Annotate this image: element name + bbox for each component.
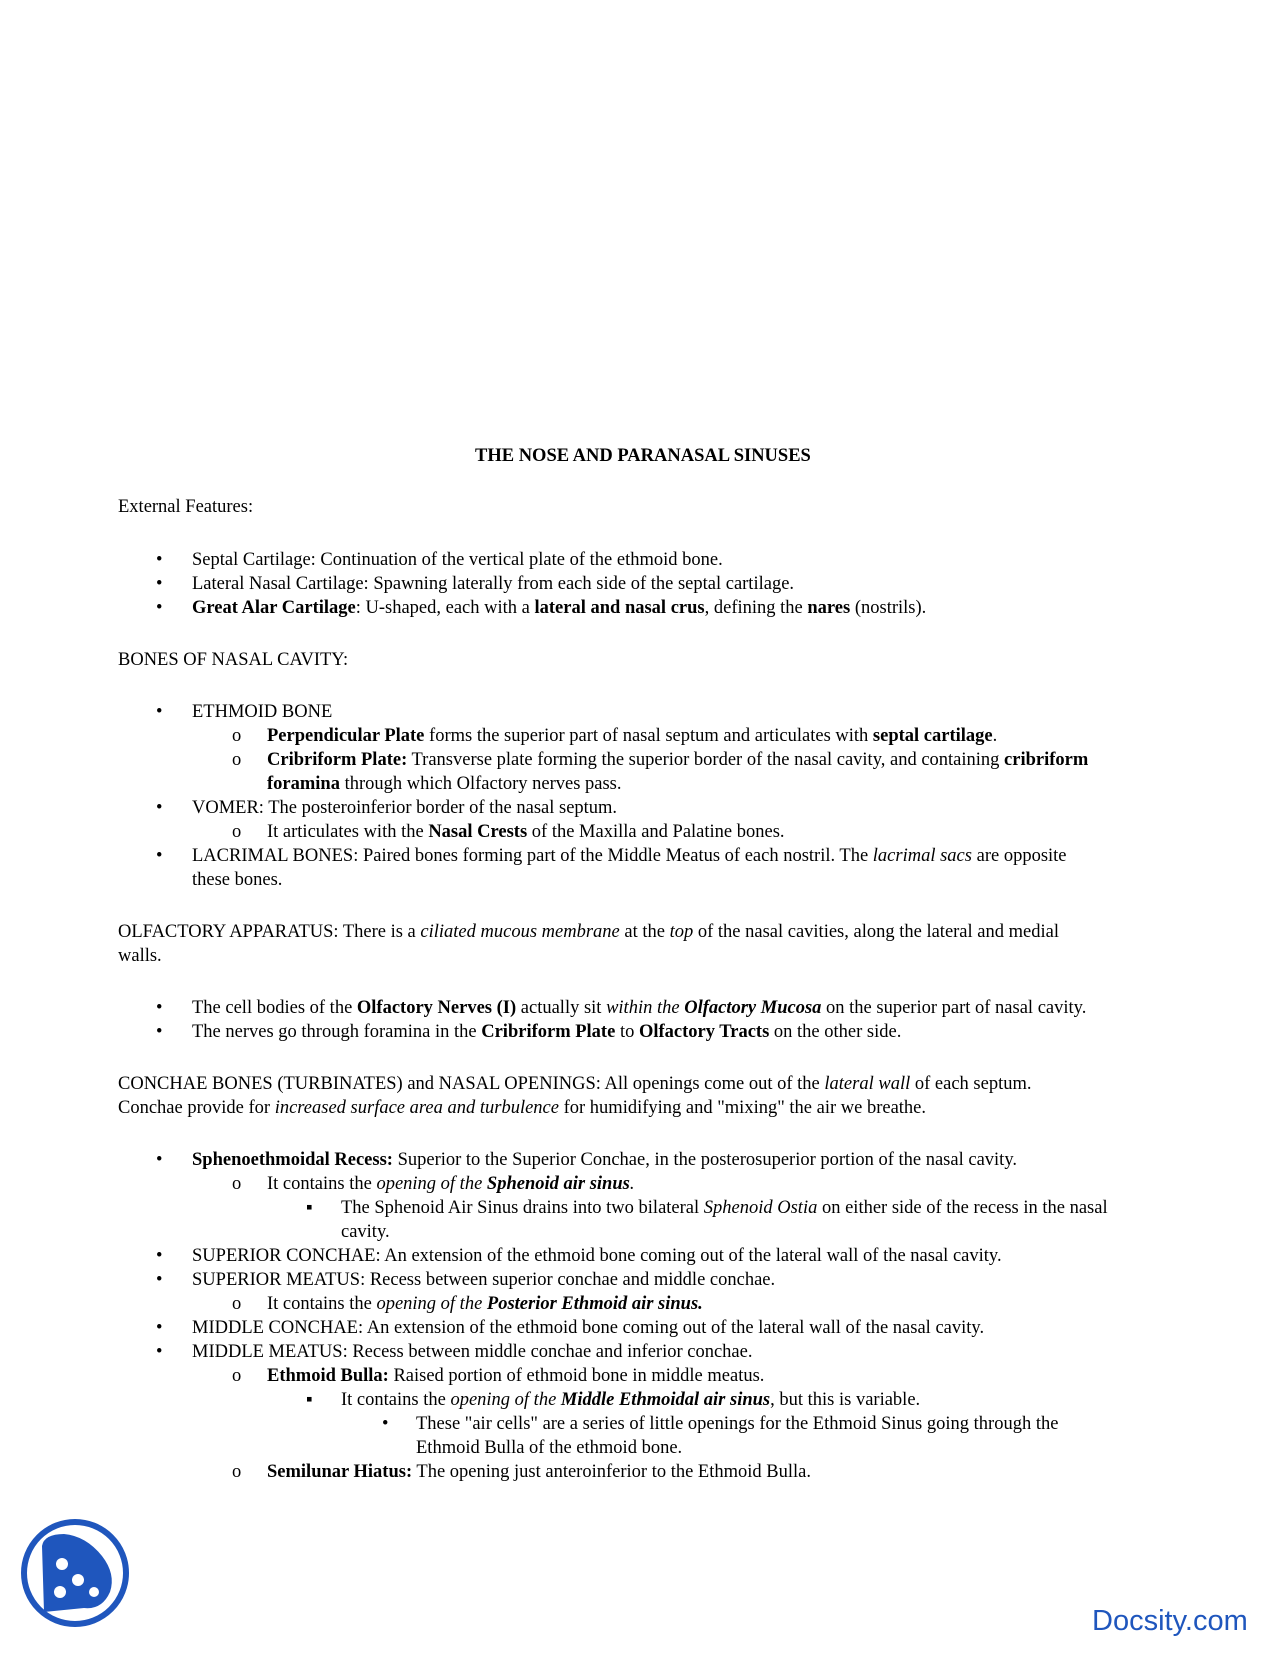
list-item: Septal Cartilage: Continuation of the vertical plate of the ethmoid bone. xyxy=(192,550,723,570)
list-item-continuation: these bones. xyxy=(192,870,283,890)
list-item: SUPERIOR MEATUS: Recess between superior conchae and middle conchae. xyxy=(192,1270,776,1290)
list-item: Cribriform Plate: Transverse plate forming the superior border of the nasal cavity, and containing cribriform xyxy=(267,750,1089,770)
list-item: ETHMOID BONE xyxy=(192,702,333,722)
list-item-continuation: cavity. xyxy=(341,1222,390,1242)
list-item: Lateral Nasal Cartilage: Spawning laterally from each side of the septal cartilage. xyxy=(192,574,795,594)
bullet-disc: • xyxy=(156,1022,163,1042)
document-title: THE NOSE AND PARANASAL SINUSES xyxy=(475,446,811,466)
bones-heading: BONES OF NASAL CAVITY: xyxy=(118,650,349,670)
list-item: These "air cells" are a series of little openings for the Ethmoid Sinus going through the xyxy=(416,1414,1059,1434)
bullet-circle: o xyxy=(232,1294,242,1314)
list-item: Great Alar Cartilage: U-shaped, each with a lateral and nasal crus, defining the nares (nostrils). xyxy=(192,598,927,618)
bullet-circle: o xyxy=(232,1174,242,1194)
list-item: VOMER: The posteroinferior border of the nasal septum. xyxy=(192,798,618,818)
bullet-disc: • xyxy=(156,1150,163,1170)
list-item: Perpendicular Plate forms the superior part of nasal septum and articulates with septal cartilage. xyxy=(267,726,998,746)
bullet-circle: o xyxy=(232,1462,242,1482)
docsity-logo-icon[interactable] xyxy=(20,1518,130,1628)
list-item: It contains the opening of the Middle Ethmoidal air sinus, but this is variable. xyxy=(341,1390,921,1410)
bullet-disc: • xyxy=(156,1270,163,1290)
bullet-circle: o xyxy=(232,822,242,842)
list-item: The Sphenoid Air Sinus drains into two bilateral Sphenoid Ostia on either side of the recess in the nasal xyxy=(341,1198,1108,1218)
bullet-disc: • xyxy=(156,1318,163,1338)
list-item: Ethmoid Bulla: Raised portion of ethmoid bone in middle meatus. xyxy=(267,1366,765,1386)
bullet-disc: • xyxy=(156,574,163,594)
bullet-disc: • xyxy=(156,798,163,818)
list-item-continuation: Ethmoid Bulla of the ethmoid bone. xyxy=(416,1438,683,1458)
list-item: Semilunar Hiatus: The opening just anteroinferior to the Ethmoid Bulla. xyxy=(267,1462,811,1482)
bullet-disc: • xyxy=(156,998,163,1018)
list-item: The cell bodies of the Olfactory Nerves (I) actually sit within the Olfactory Mucosa on the superior part of nasal cavity. xyxy=(192,998,1087,1018)
bullet-circle: o xyxy=(232,750,242,770)
bullet-square: ▪ xyxy=(306,1198,313,1218)
list-item: It articulates with the Nasal Crests of the Maxilla and Palatine bones. xyxy=(267,822,785,842)
external-features-heading: External Features: xyxy=(118,497,254,517)
bullet-square: ▪ xyxy=(306,1390,313,1410)
olfactory-paragraph-continuation: walls. xyxy=(118,946,162,966)
bullet-disc: • xyxy=(156,846,163,866)
conchae-paragraph-continuation: Conchae provide for increased surface area and turbulence for humidifying and "mixing" the air we breathe. xyxy=(118,1098,927,1118)
bullet-disc: • xyxy=(156,1246,163,1266)
list-item: MIDDLE CONCHAE: An extension of the ethmoid bone coming out of the lateral wall of the nasal cavity. xyxy=(192,1318,985,1338)
bullet-disc: • xyxy=(156,598,163,618)
list-item-continuation: foramina through which Olfactory nerves pass. xyxy=(267,774,622,794)
bullet-circle: o xyxy=(232,1366,242,1386)
conchae-paragraph: CONCHAE BONES (TURBINATES) and NASAL OPENINGS: All openings come out of the lateral wall of each septum. xyxy=(118,1074,1032,1094)
olfactory-paragraph: OLFACTORY APPARATUS: There is a ciliated mucous membrane at the top of the nasal cavities, along the lateral and medial xyxy=(118,922,1059,942)
bullet-disc: • xyxy=(382,1414,389,1434)
bullet-disc: • xyxy=(156,550,163,570)
docsity-brand-link[interactable]: Docsity.com xyxy=(1092,1605,1248,1637)
list-item: LACRIMAL BONES: Paired bones forming part of the Middle Meatus of each nostril. The lacrimal sacs are opposite xyxy=(192,846,1067,866)
bullet-disc: • xyxy=(156,1342,163,1362)
list-item: It contains the opening of the Posterior Ethmoid air sinus. xyxy=(267,1294,703,1314)
list-item: Sphenoethmoidal Recess: Superior to the Superior Conchae, in the posterosuperior portion of the nasal cavity. xyxy=(192,1150,1017,1170)
list-item: SUPERIOR CONCHAE: An extension of the ethmoid bone coming out of the lateral wall of the nasal cavity. xyxy=(192,1246,1002,1266)
bullet-disc: • xyxy=(156,702,163,722)
bullet-circle: o xyxy=(232,726,242,746)
list-item: The nerves go through foramina in the Cribriform Plate to Olfactory Tracts on the other side. xyxy=(192,1022,902,1042)
list-item: MIDDLE MEATUS: Recess between middle conchae and inferior conchae. xyxy=(192,1342,753,1362)
list-item: It contains the opening of the Sphenoid air sinus. xyxy=(267,1174,635,1194)
